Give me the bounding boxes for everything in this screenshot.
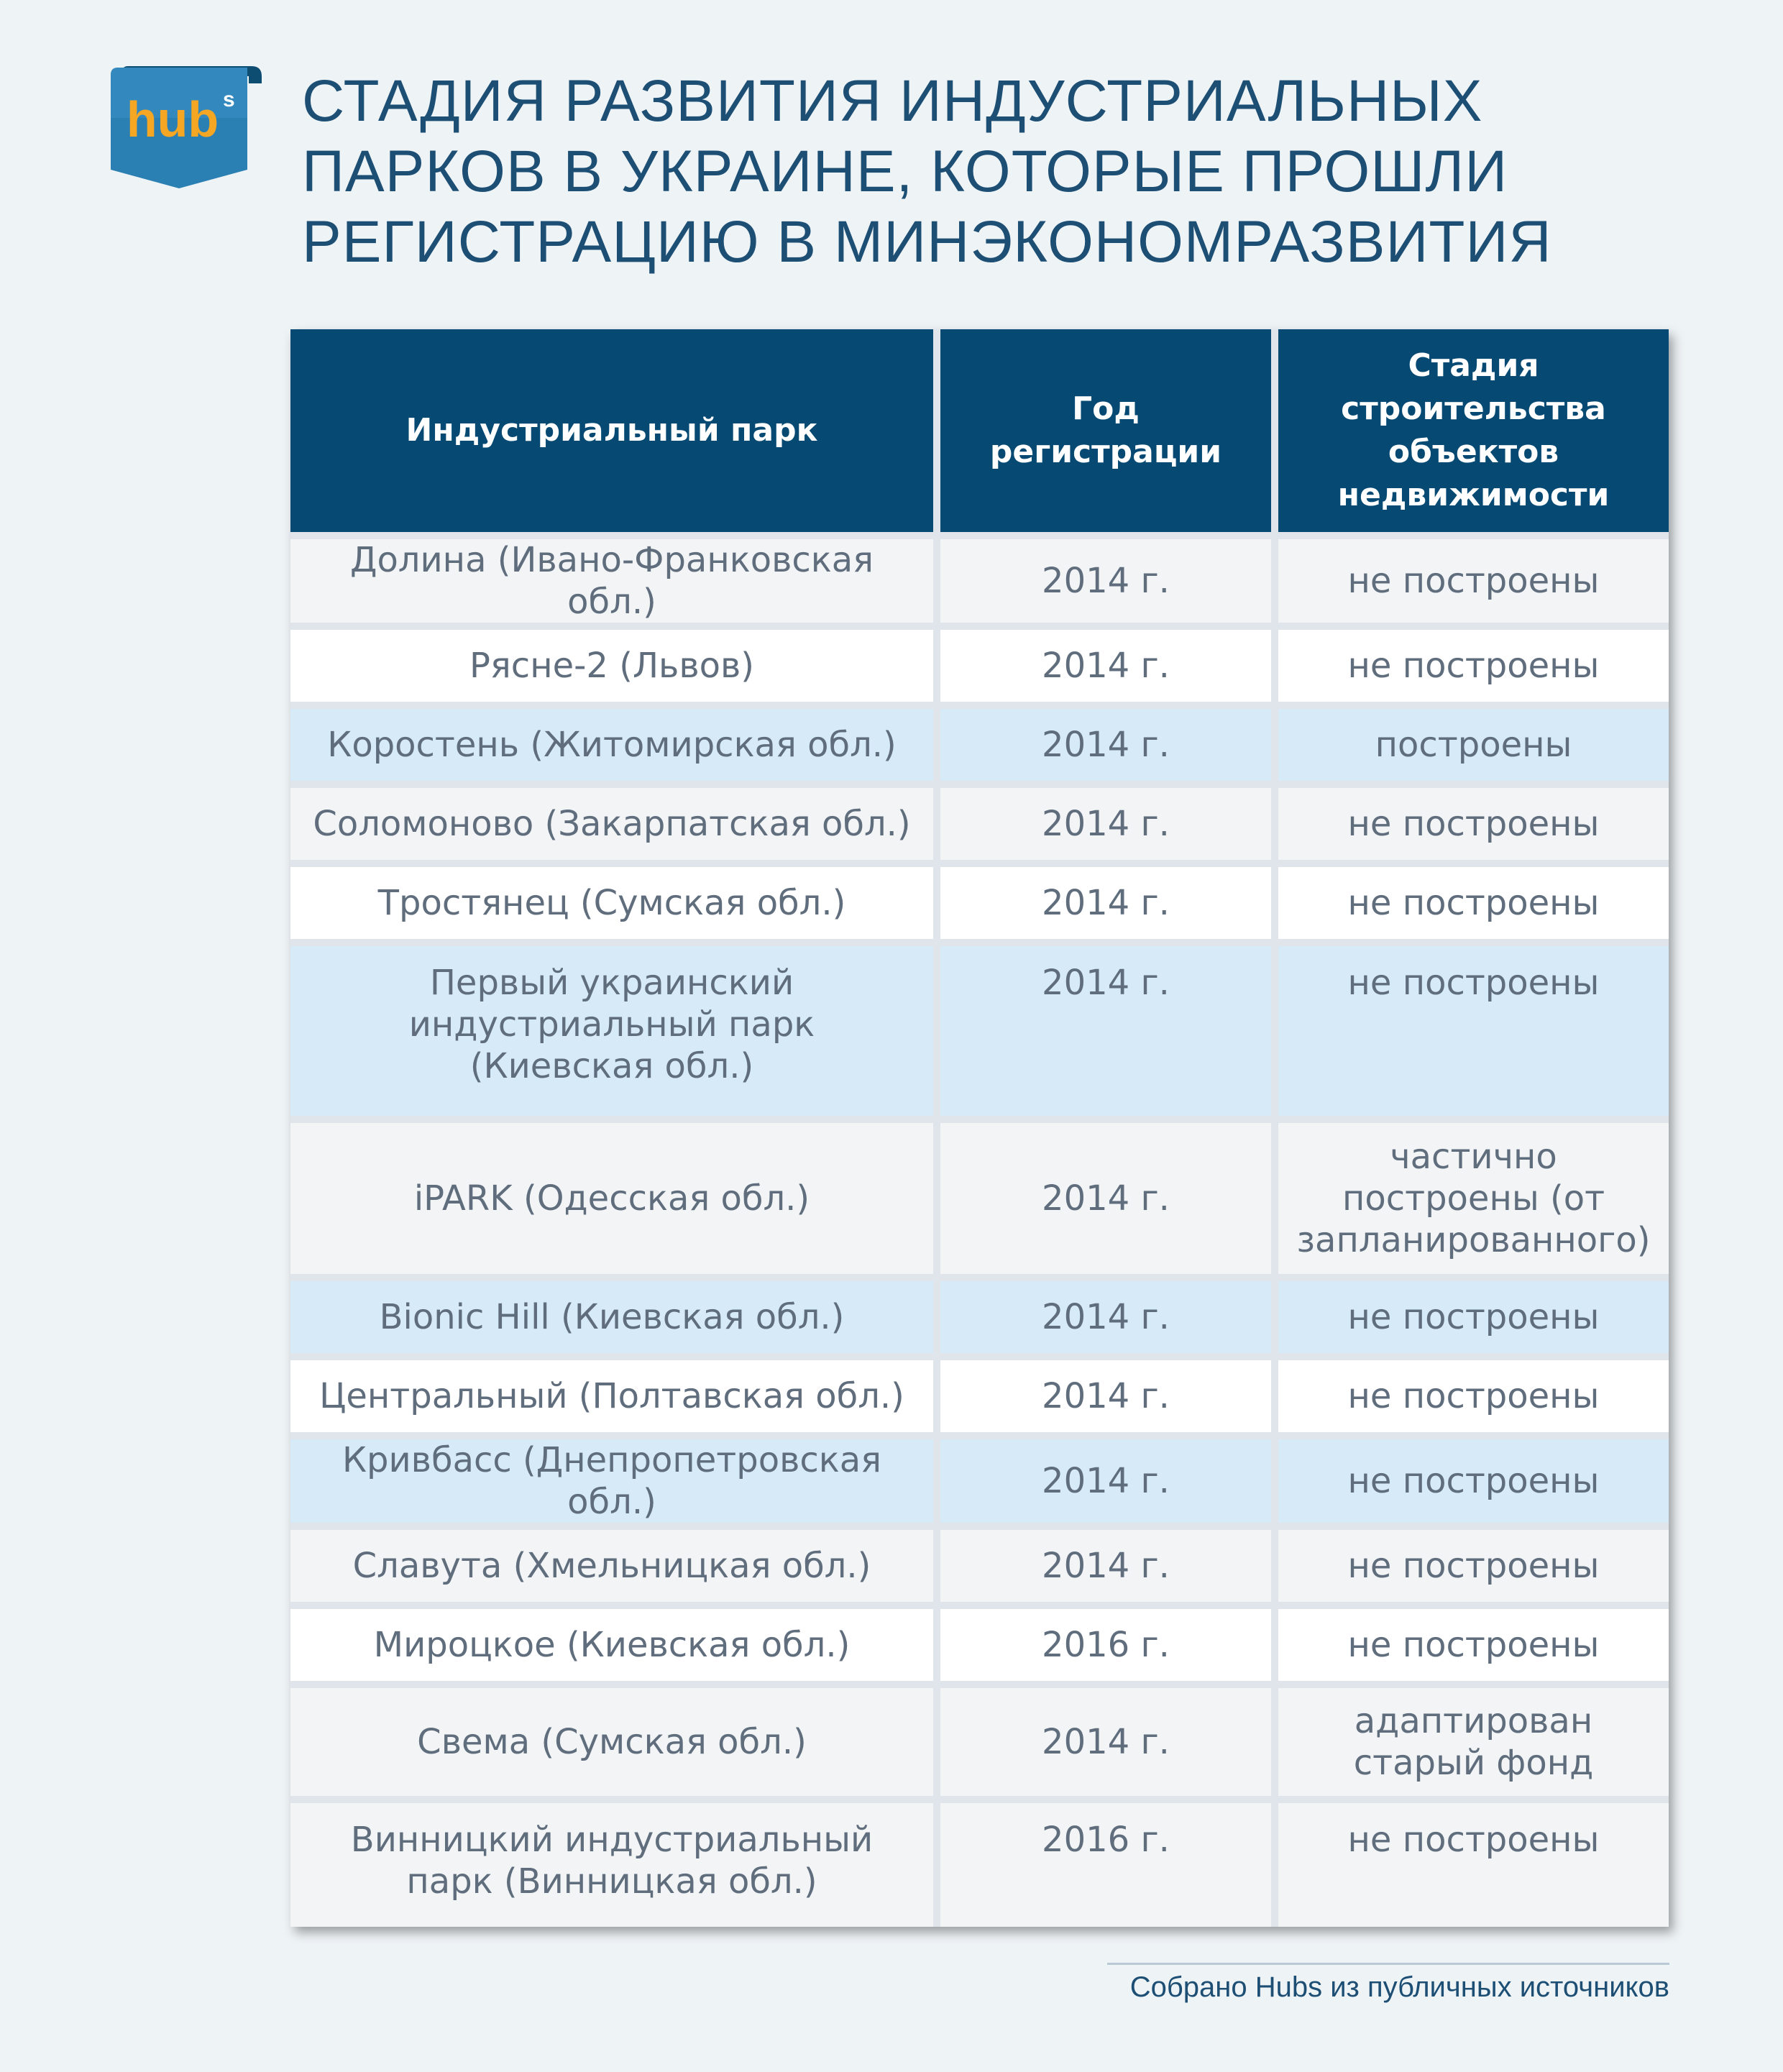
cell-year: 2014 г. xyxy=(940,1681,1278,1796)
cell-stage: не построены xyxy=(1278,1353,1669,1432)
cell-year: 2016 г. xyxy=(940,1796,1278,1927)
cell-stage: не построены xyxy=(1278,1432,1669,1523)
cell-stage: не построены xyxy=(1278,1274,1669,1353)
table-row xyxy=(290,532,1669,623)
cell-stage: не построены xyxy=(1278,1796,1669,1927)
cell-stage: не построены xyxy=(1278,1523,1669,1602)
cell-year: 2016 г. xyxy=(940,1602,1278,1681)
column-header-year: Год регистрации xyxy=(940,329,1278,532)
cell-stage: не построены xyxy=(1278,1602,1669,1681)
title-line-3: РЕГИСТРАЦИЮ В МИНЭКОНОМРАЗВИТИЯ xyxy=(302,209,1552,275)
source-note: Собрано Hubs из публичных источников xyxy=(1129,1971,1669,2003)
table-row xyxy=(290,1432,1669,1523)
cell-year: 2014 г. xyxy=(940,939,1278,1116)
table-row xyxy=(290,860,1669,939)
cell-park: Коростень (Житомирская обл.) xyxy=(290,702,940,781)
logo-superscript: s xyxy=(223,88,235,111)
table-row xyxy=(290,1796,1669,1927)
table-header-row xyxy=(290,329,1669,532)
cell-year: 2014 г. xyxy=(940,1116,1278,1274)
table-row xyxy=(290,1602,1669,1681)
title-line-2: ПАРКОВ В УКРАИНЕ, КОТОРЫЕ ПРОШЛИ xyxy=(302,139,1508,204)
column-header-stage: Стадия строительства объектов недвижимости xyxy=(1278,329,1669,532)
cell-park: Bionic Hill (Киевская обл.) xyxy=(290,1274,940,1353)
table-row xyxy=(290,1681,1669,1796)
cell-park: Первый украинский индустриальный парк (Киевская обл.) xyxy=(290,939,940,1116)
cell-stage: построены xyxy=(1278,702,1669,781)
cell-stage: не построены xyxy=(1278,860,1669,939)
cell-year: 2014 г. xyxy=(940,781,1278,860)
cell-park: Свема (Сумская обл.) xyxy=(290,1681,940,1796)
cell-park: Рясне-2 (Львов) xyxy=(290,623,940,702)
table-row xyxy=(290,1523,1669,1602)
source-divider xyxy=(1107,1963,1669,1965)
cell-stage: не построены xyxy=(1278,532,1669,623)
parks-table xyxy=(290,329,1669,1927)
cell-park: Славута (Хмельницкая обл.) xyxy=(290,1523,940,1602)
cell-stage: не построены xyxy=(1278,939,1669,1116)
column-header-park: Индустриальный парк xyxy=(290,329,940,532)
cell-park: Мироцкое (Киевская обл.) xyxy=(290,1602,940,1681)
page-title xyxy=(302,66,1740,278)
cell-year: 2014 г. xyxy=(940,1353,1278,1432)
cell-year: 2014 г. xyxy=(940,702,1278,781)
cell-stage: не построены xyxy=(1278,781,1669,860)
table-row xyxy=(290,781,1669,860)
cell-stage: частично построены (от запланированного) xyxy=(1278,1116,1669,1274)
cell-year: 2014 г. xyxy=(940,532,1278,623)
cell-park: Долина (Ивано-Франковская обл.) xyxy=(290,532,940,623)
cell-year: 2014 г. xyxy=(940,1523,1278,1602)
table-row xyxy=(290,1116,1669,1274)
cell-park: Кривбасс (Днепропетровская обл.) xyxy=(290,1432,940,1523)
cell-park: Соломоново (Закарпатская обл.) xyxy=(290,781,940,860)
cell-year: 2014 г. xyxy=(940,1432,1278,1523)
cell-park: iPARK (Одесская обл.) xyxy=(290,1116,940,1274)
cell-park: Винницкий индустриальный парк (Винницкая обл.) xyxy=(290,1796,940,1927)
cell-year: 2014 г. xyxy=(940,1274,1278,1353)
cell-park: Тростянец (Сумская обл.) xyxy=(290,860,940,939)
table-row xyxy=(290,1274,1669,1353)
cell-park: Центральный (Полтавская обл.) xyxy=(290,1353,940,1432)
table-row xyxy=(290,702,1669,781)
table-row xyxy=(290,1353,1669,1432)
hubs-logo xyxy=(108,62,269,188)
cell-stage: не построены xyxy=(1278,623,1669,702)
cell-year: 2014 г. xyxy=(940,860,1278,939)
logo-text: hub xyxy=(126,91,219,147)
cell-stage: адаптирован старый фонд xyxy=(1278,1681,1669,1796)
cell-year: 2014 г. xyxy=(940,623,1278,702)
title-line-1: СТАДИЯ РАЗВИТИЯ ИНДУСТРИАЛЬНЫХ xyxy=(302,68,1483,134)
table-row xyxy=(290,623,1669,702)
table-row xyxy=(290,939,1669,1116)
